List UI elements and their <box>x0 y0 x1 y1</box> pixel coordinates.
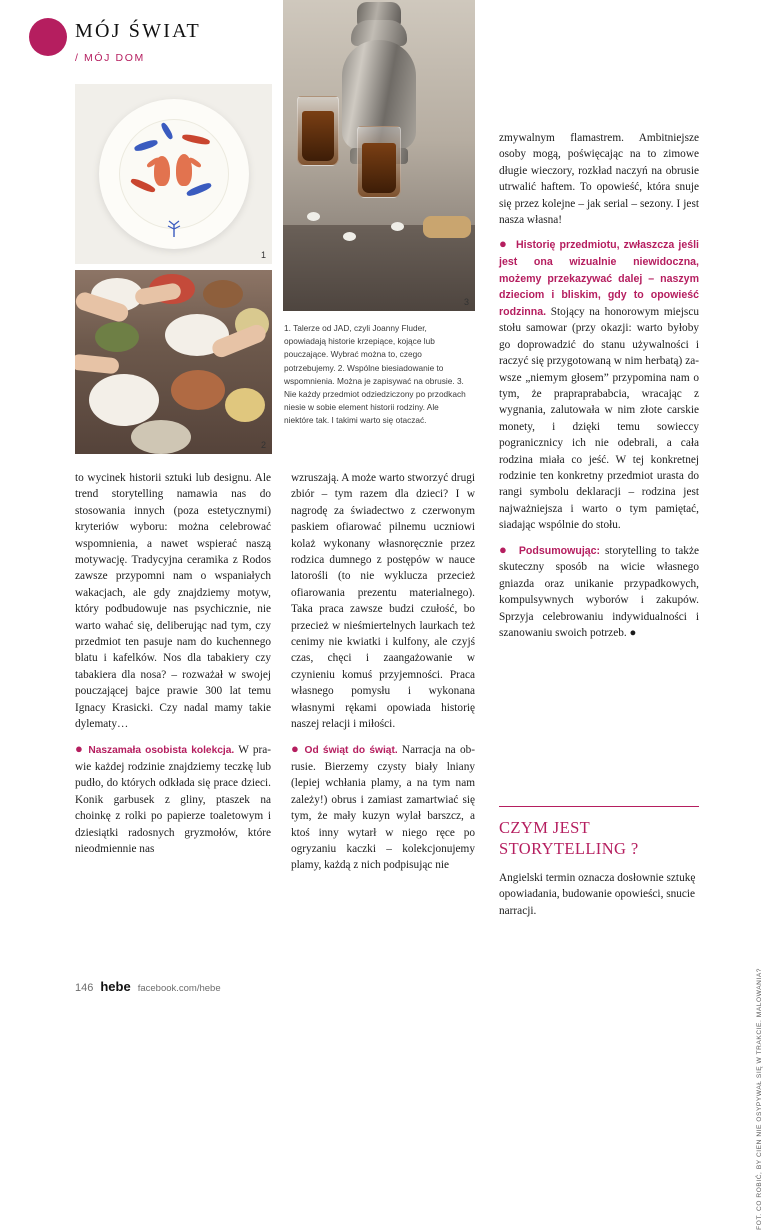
food-item <box>131 420 191 454</box>
plate-illustration <box>119 119 229 229</box>
page-number: 146 <box>75 982 94 994</box>
body-column-1 <box>75 470 271 857</box>
paragraph-bullet <box>499 237 699 533</box>
bullet-dot: ● <box>75 740 85 756</box>
plate-motif <box>185 181 212 197</box>
food-item <box>89 374 159 426</box>
bullet-lead: Podsumowując: <box>518 544 601 557</box>
paragraph-bullet <box>291 742 475 874</box>
figure-number-3: 3 <box>463 297 469 307</box>
page-title: MÓJ ŚWIAT <box>75 20 201 42</box>
sidebar-definition-box <box>499 806 699 919</box>
pastry <box>423 216 471 238</box>
plate-outer-rim <box>99 99 249 249</box>
tea-glass-right <box>357 126 401 198</box>
facebook-url[interactable]: facebook.com/hebe <box>137 983 221 994</box>
definition-body: Angielski termin oznacza dosłownie sztukę opowiadania, budowanie opowieści, snucie narracji. <box>499 872 696 917</box>
figure-plate <box>75 84 272 264</box>
figure-table-spread <box>75 270 272 454</box>
body-column-3 <box>499 130 699 641</box>
figure-caption: 1. Talerze od JAD, czyli Joanny Fluder, opowiadają historie krzepiące, kojące lub pouczające. Wybrać można to, czego potrzebujemy. 2. Wspólne biesiadowanie to wspomnienia. Można je zapisywać na obrusie. 3. Nie każdy przedmiot odziedziczony po przodkach niesie w sobie element historii rodziny. Ale niektóre tak. I takimi warto się otaczać. <box>284 323 466 426</box>
paragraph-bullet <box>499 543 699 642</box>
bullet-text: W prawie każdej rodzinie znajdziemy teczkę lub pudło, do których odkłada się prace dzieci. Konik garbusek z gliny, ptaszek na choinkę z rolki po papierze toaletowym i dziesiątki radosnych gryzmołów, które nieodmiennie nas <box>75 743 272 855</box>
bullet-lead: Naszamała osobista kolekcja. <box>88 744 235 756</box>
figure-number-1: 1 <box>260 250 266 260</box>
plate-motif <box>159 122 173 141</box>
tea-glass-left <box>297 96 339 166</box>
paragraph: to wycinek historii sztuki lub designu. Ale trend storytelling namawia nas do stosowania innych (poza estetycznymi) kryteriów wyboru: można celebrować wspomnienia, a nawet wspierać naszą motywację. Tradycyjna ceramika z Rodos zawsze przypomni nam o wspaniałych wakacjach, ale gdy znajdziemy motyw, który podbudowuje nas psychicznie, nie warto wahać się, deliberując nad tym, czy przedmiot ten pasuje nam do kuchennego blatu i kafelków. Nos dla tabakiery czy tabakiera dla nosa? – rozważał w swojej pouczającej bajce prawie 300 lat temu Ignacy Krasicki. Czy nadal mamy takie dylematy… <box>75 472 271 731</box>
paragraph: wzruszają. A może warto stworzyć drugi zbiór – tym razem dla dzieci? I w nagrodę za świadectwo z czerwonym paskiem ofiarować pilnemu uczniowi kolaż wykonany własnoręcznie przez rodzica dumnego z postępów w nauce latorośli (to nie wyklucza przecież ofiarowania prezentu materialnego). Taka praca zawsze budzi czułość, bo przecież w nieśmiertelnych laurkach też cenimy nie kwiatki i kulfony, ale czyjś czas, chęci i zaangażowanie w czynieniu komuś przyjemności. Praca własnego pomysłu i wykonana własnymi rękami opowiada historię naszej relacji i miłości. <box>291 472 475 731</box>
photo-credit: FOT. CO ROBIĆ, BY CIEN NIE OSYPYWAŁ SIĘ W TRAKCIE. MALOWANIA? <box>756 968 763 1230</box>
plate-motif <box>129 177 156 194</box>
figure-number-2: 2 <box>260 440 266 450</box>
figure-samovar <box>283 0 475 311</box>
plate-motif <box>181 133 210 146</box>
brand-name: hebe <box>100 979 131 994</box>
food-item <box>225 388 265 422</box>
paragraph-bullet <box>75 742 271 858</box>
bullet-dot: ● <box>499 541 509 557</box>
flower-decoration <box>307 212 320 221</box>
brand-dot <box>29 18 67 56</box>
lavender-icon <box>163 219 185 237</box>
bullet-lead: Od świąt do świąt. <box>304 744 398 756</box>
definition-title: CZYM JEST STORYTELLING ? <box>499 818 639 858</box>
page-footer <box>75 979 221 994</box>
bullet-lead: Historię przedmiotu, zwłaszcza jeśli jest ona wizualnie niewidoczna, możemy przekazywać dalej – naszym dzieciom i bliskim, gdy to opowieść rodzinna. <box>499 239 700 318</box>
food-item <box>95 322 139 352</box>
bullet-dot: ● <box>499 236 509 252</box>
flower-decoration <box>391 222 404 231</box>
bullet-text: storytelling to także skuteczny sposób na wicie własnego gniazda oraz unikanie przypadkowych, kompulsywnych wyborów i zakupów. Sprzyja celebrowaniu indywidualności i szanowaniu swoich potrzeb. ● <box>499 544 699 639</box>
page-subtitle: / MÓJ DOM <box>75 52 145 64</box>
paragraph: zmywalnym flamastrem. Ambitniejsze osoby mogą, poświęcając na to zimowe długie wieczory, rozkład naczyń na obrusie utrwalić haftem. To opowieść, która snuje się przez kolejne – jak serial – sezony. I jest nasza własna! <box>499 132 699 227</box>
bullet-dot: ● <box>291 740 301 756</box>
food-item <box>203 280 243 308</box>
bullet-text: Narracja na obrusie. Bierzemy czysty biały lniany (lepiej wchłania plamy, a na tym nam zależy!) obrus i zamiast zamartwiać się tym, że mały kuzyn wylał barszcz, a ktoś inny wytarł w niego ręce po ogryzaniu kaczki – kolekcjonujemy plamy, każdą z nich podpisując nie <box>291 743 476 872</box>
tea-liquid <box>362 143 396 193</box>
food-item <box>171 370 225 410</box>
body-column-2 <box>291 470 475 874</box>
tea-liquid <box>302 111 334 161</box>
plate-motif <box>133 138 158 152</box>
bullet-text: Stojący na honorowym miejscu stołu samowar (przy okazji: warto byłoby go doprowadzić do stanu używalności i raczyć się przygotowaną w nim herbatą) zawsze „niemym głosem” przypomina nam o tym, że prapraprababcia, wracając z wygnania, zalutowała w nim złote carskie monety, i dzięki temu sowieccy pogranicznicy ich nie odebrali, a cała rodzina miała co jeść. W tej konkretnej rodzinie ten konkretny przedmiot urasta do rangi symbolu deklaracji – rodzina jest najważniejsza i warto o tym pamiętać, siadając wspólnie do stołu. <box>499 305 699 532</box>
flower-decoration <box>343 232 356 241</box>
